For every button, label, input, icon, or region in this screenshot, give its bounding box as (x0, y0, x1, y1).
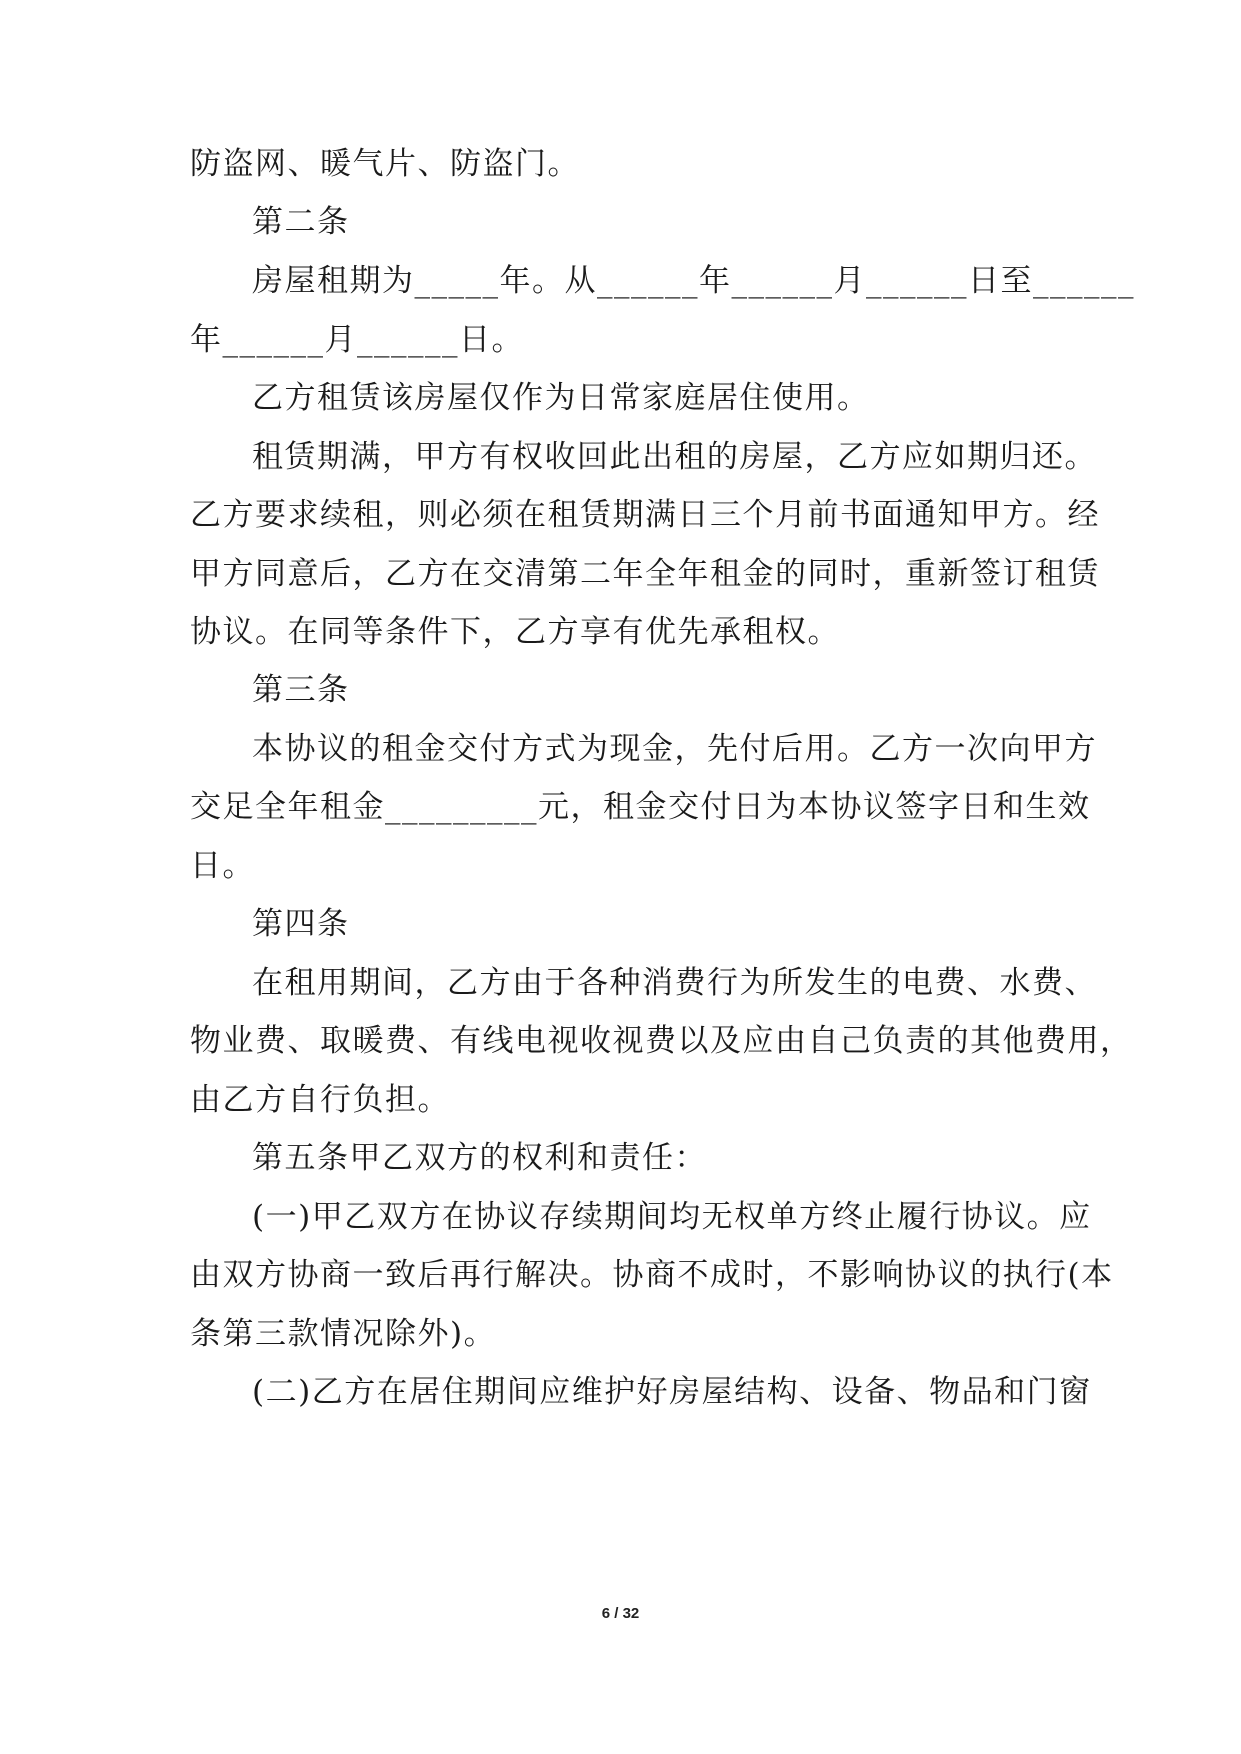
article-heading: 第二条 (252, 204, 350, 240)
text-line: 物业费、取暖费、有线电视收视费以及应由自己负责的其他费用， (190, 1023, 1133, 1059)
text-line: 协议。在同等条件下，乙方享有优先承租权。 (190, 614, 840, 650)
article-heading: 第三条 (252, 672, 350, 708)
text-line: 在租用期间，乙方由于各种消费行为所发生的电费、水费、 (252, 965, 1097, 1001)
text-line: 交足全年租金_________元，租金交付日为本协议签字日和生效 (190, 789, 1091, 825)
page-number: 6 / 32 (601, 1605, 640, 1622)
text-line: 条第三款情况除外)。 (190, 1316, 497, 1352)
article-heading: 第五条甲乙双方的权利和责任： (252, 1140, 707, 1176)
text-line: 日。 (190, 848, 255, 884)
text-line: 甲方同意后，乙方在交清第二年全年租金的同时，重新签订租赁 (190, 556, 1100, 592)
article-heading: 第四条 (252, 906, 350, 942)
text-line: 年______月______日。 (190, 322, 524, 358)
text-line: (二)乙方在居住期间应维护好房屋结构、设备、物品和门窗 (252, 1374, 1092, 1410)
text-line: 乙方要求续租，则必须在租赁期满日三个月前书面通知甲方。经 (190, 497, 1100, 533)
text-line: (一)甲乙双方在协议存续期间均无权单方终止履行协议。应 (252, 1199, 1092, 1235)
text-line: 由双方协商一致后再行解决。协商不成时，不影响协议的执行(本 (190, 1257, 1114, 1293)
text-line: 房屋租期为_____年。从______年______月______日至______ (252, 263, 1135, 299)
text-line: 防盗网、暖气片、防盗门。 (190, 146, 580, 182)
text-line: 本协议的租金交付方式为现金，先付后用。乙方一次向甲方 (252, 731, 1097, 767)
text-line: 租赁期满，甲方有权收回此出租的房屋，乙方应如期归还。 (252, 439, 1097, 475)
text-line: 乙方租赁该房屋仅作为日常家庭居住使用。 (252, 380, 870, 416)
text-line: 由乙方自行负担。 (190, 1082, 450, 1118)
